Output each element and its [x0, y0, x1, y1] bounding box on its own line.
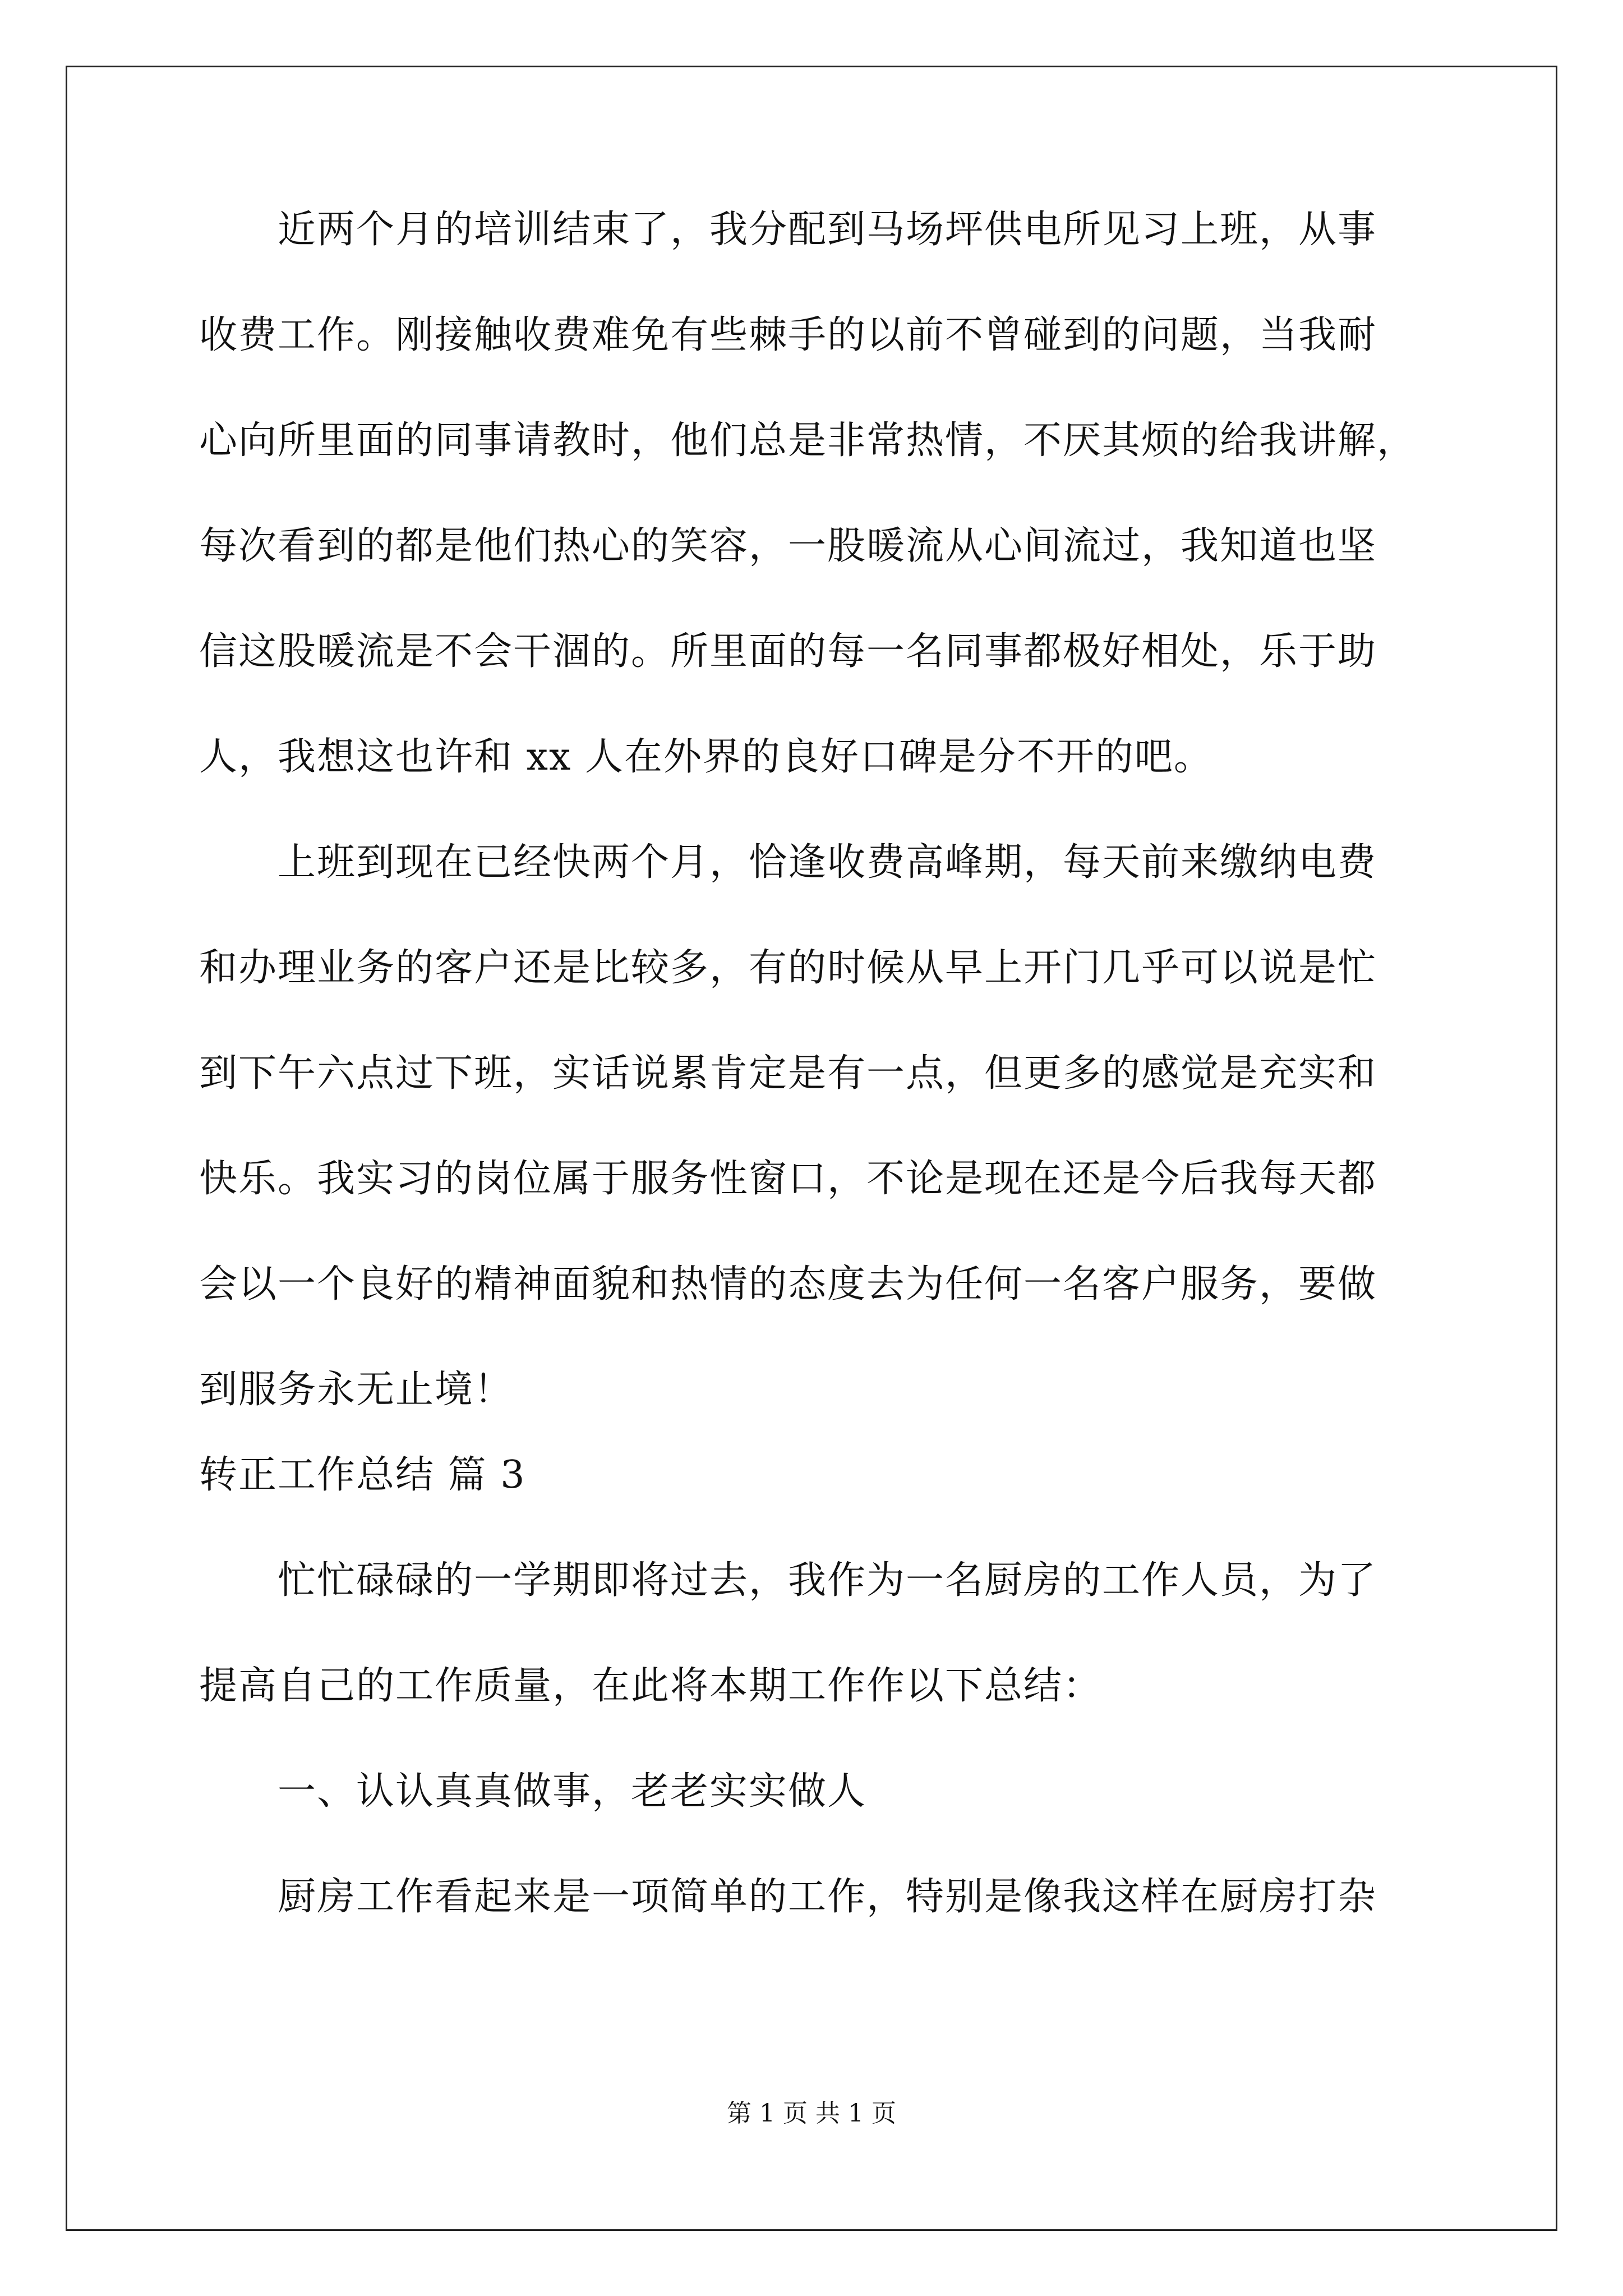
paragraph-line: 心向所里面的同事请教时，他们总是非常热情，不厌其烦的给我讲解，: [199, 418, 1417, 463]
paragraph-line: 和办理业务的客户还是比较多，有的时候从早上开门几乎可以说是忙: [199, 946, 1377, 990]
page-footer: 第 1 页 共 1 页: [727, 2099, 896, 2128]
paragraph-line: 到下午六点过下班，实话说累肯定是有一点，但更多的感觉是充实和: [199, 1051, 1377, 1096]
paragraph-line: 信这股暖流是不会干涸的。所里面的每一名同事都极好相处，乐于助: [199, 629, 1377, 674]
paragraph-line: 快乐。我实习的岗位属于服务性窗口，不论是现在还是今后我每天都: [199, 1157, 1377, 1201]
paragraph-line: 上班到现在已经快两个月，恰逢收费高峰期，每天前来缴纳电费: [199, 840, 1377, 885]
subheading-line: 一、认认真真做事，老老实实做人: [199, 1769, 867, 1814]
paragraph-line: 人，我想这也许和 xx 人在外界的良好口碑是分不开的吧。: [199, 735, 1213, 779]
paragraph-line: 收费工作。刚接触收费难免有些棘手的以前不曾碰到的问题，当我耐: [199, 313, 1377, 357]
paragraph-line: 到服务永无止境！: [199, 1368, 514, 1412]
paragraph-line: 近两个月的培训结束了，我分配到马场坪供电所见习上班，从事: [199, 208, 1377, 252]
paragraph-line: 提高自己的工作质量，在此将本期工作作以下总结：: [199, 1664, 1103, 1708]
paragraph-line: 厨房工作看起来是一项简单的工作，特别是像我这样在厨房打杂: [199, 1875, 1377, 1919]
section-heading: 转正工作总结 篇 3: [199, 1453, 526, 1497]
paragraph-line: 会以一个良好的精神面貌和热情的态度去为任何一名客户服务，要做: [199, 1262, 1377, 1306]
paragraph-line: 忙忙碌碌的一学期即将过去，我作为一名厨房的工作人员，为了: [199, 1558, 1377, 1603]
paragraph-line: 每次看到的都是他们热心的笑容，一股暖流从心间流过，我知道也坚: [199, 524, 1377, 568]
